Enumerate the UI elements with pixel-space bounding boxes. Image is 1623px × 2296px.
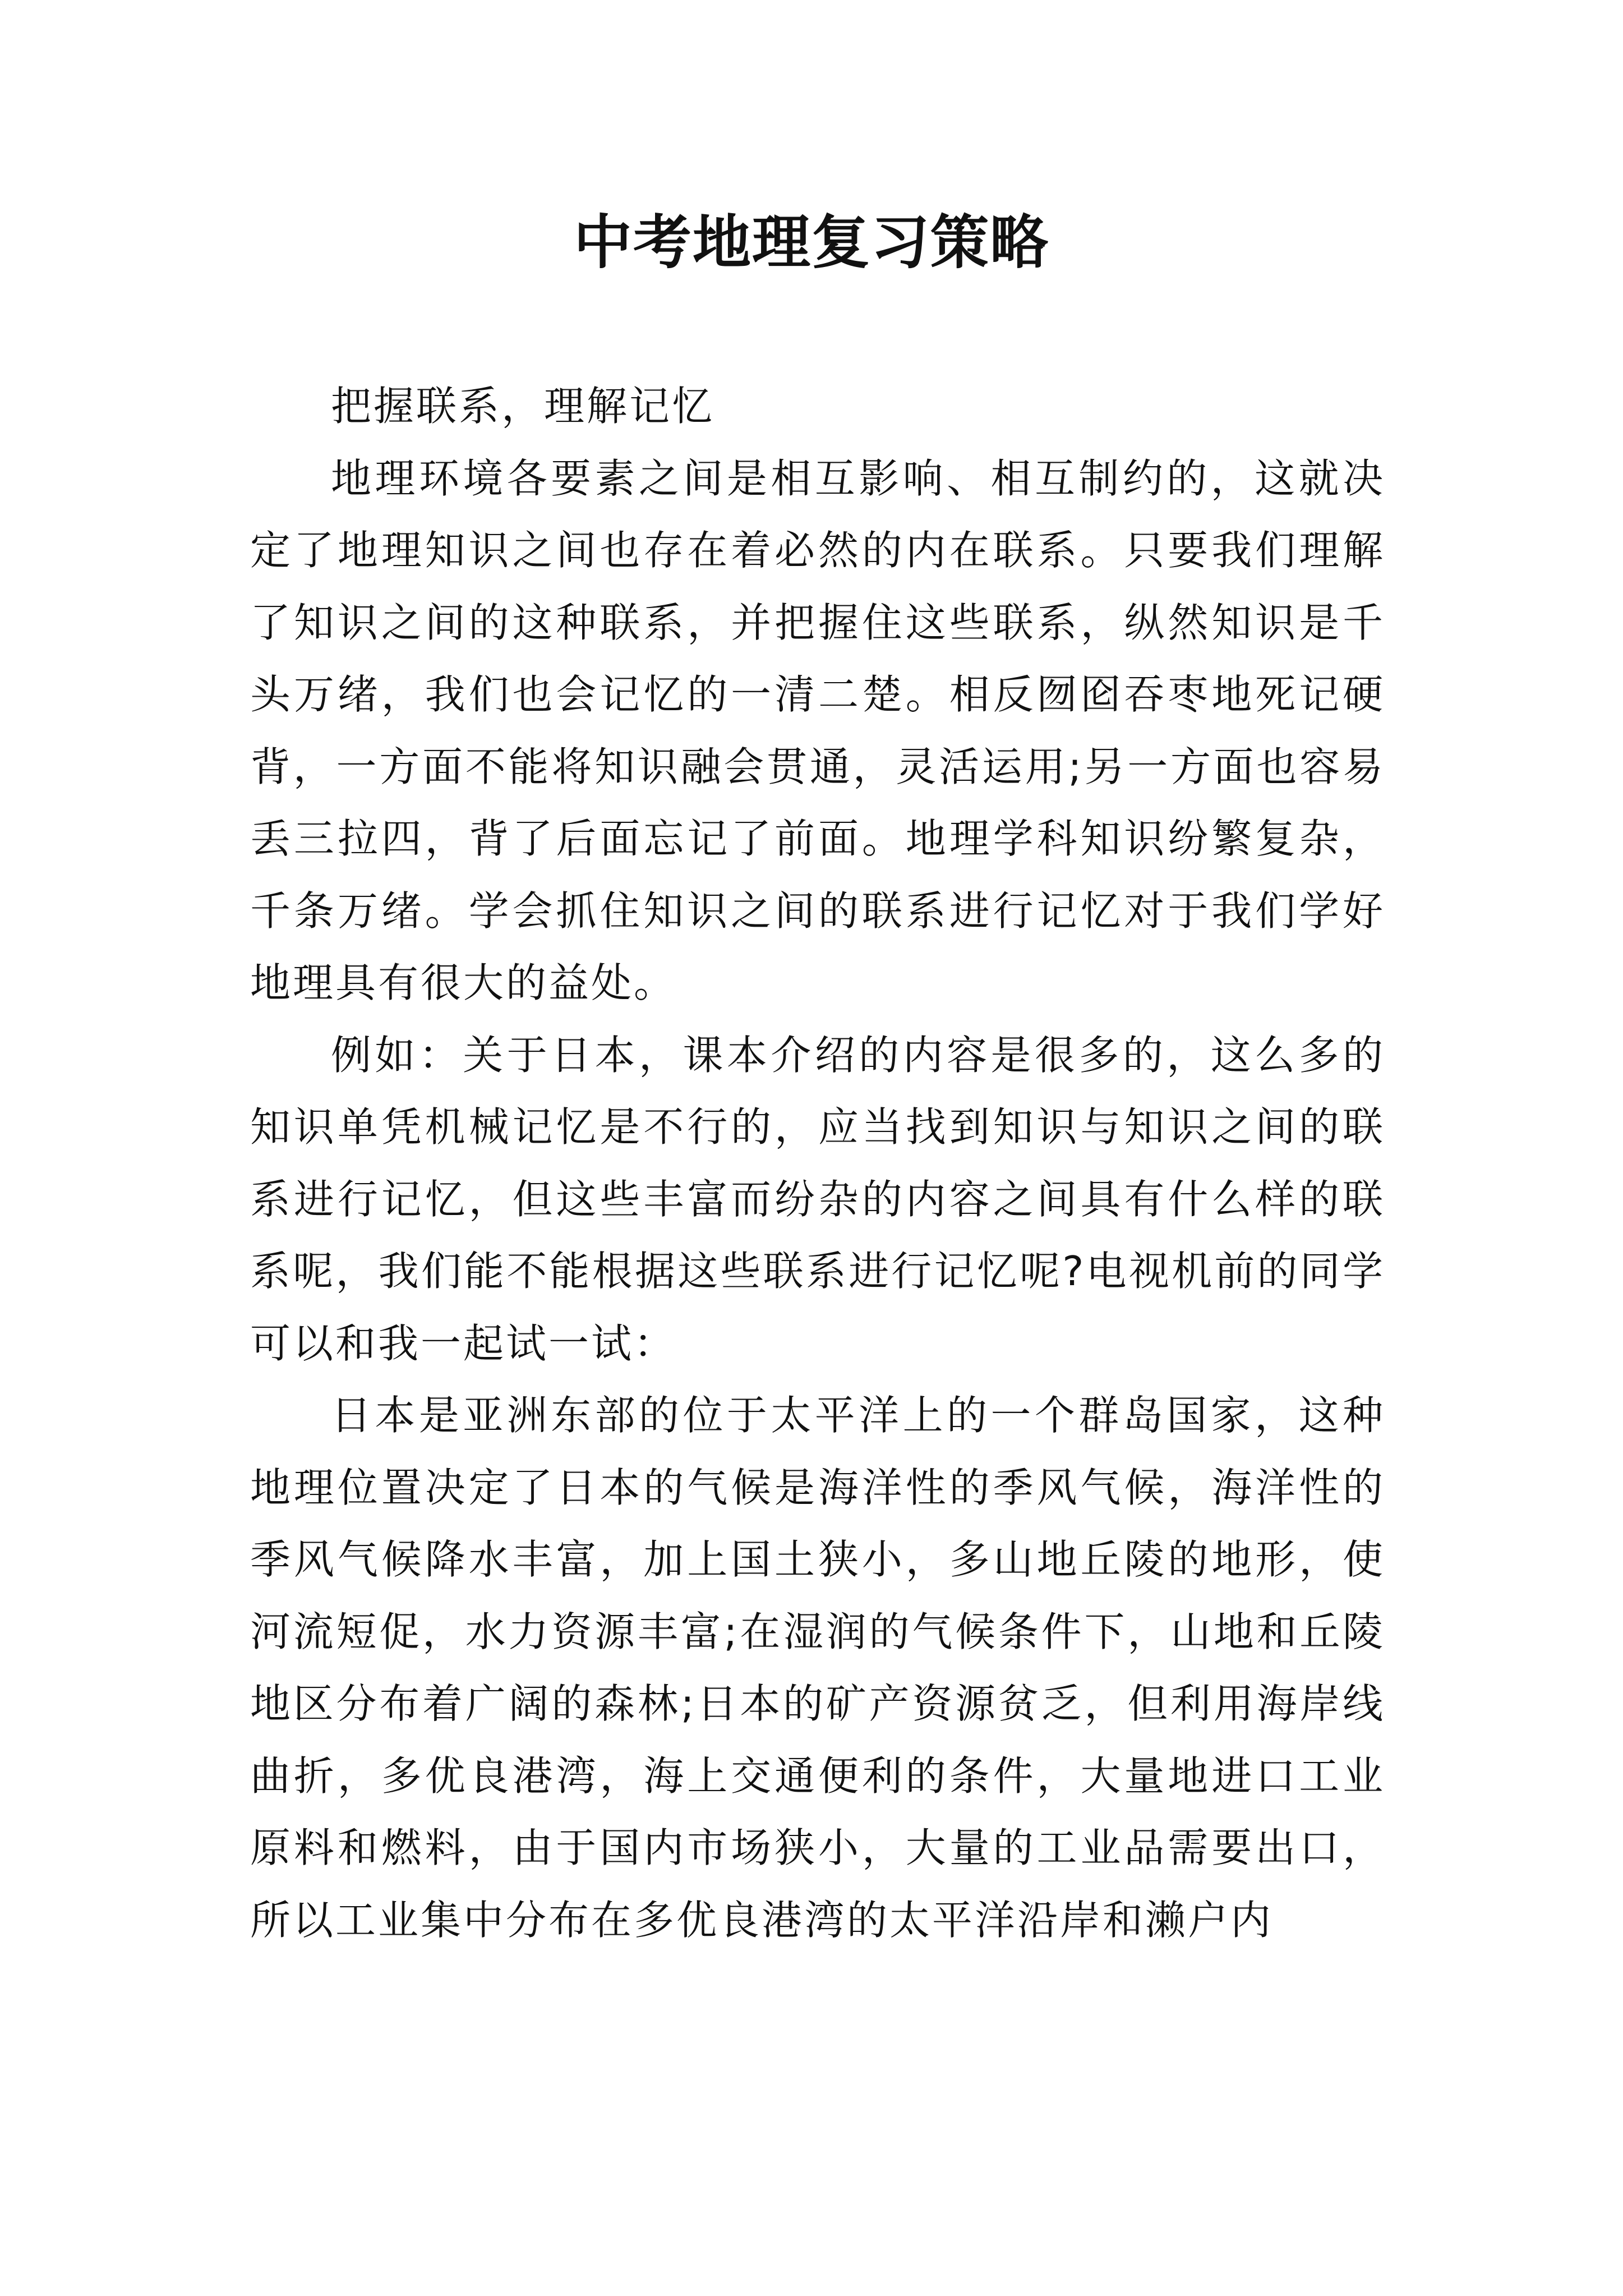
document-body: [250, 370, 1385, 1956]
paragraph: 地理环境各要素之间是相互影响、相互制约的，这就决定了地理知识之间也存在着必然的内在联系。只要我们理解了知识之间的这种联系，并把握住这些联系，纵然知识是千头万绪，我们也会记忆的一清二楚。相反囫囵吞枣地死记硬背，一方面不能将知识融会贯通，灵活运用;另一方面也容易丢三拉四，背了后面忘记了前面。地理学科知识纷繁复杂，千条万绪。学会抓住知识之间的联系进行记忆对于我们学好地理具有很大的益处。: [250, 454, 1385, 1006]
paragraph: 例如：关于日本，课本介绍的内容是很多的，这么多的知识单凭机械记忆是不行的，应当找到知识与知识之间的联系进行记忆，但这些丰富而纷杂的内容之间具有什么样的联系呢，我们能不能根据这些联系进行记忆呢?电视机前的同学可以和我一起试一试：: [250, 1031, 1385, 1367]
paragraph: 日本是亚洲东部的位于太平洋上的一个群岛国家，这种地理位置决定了日本的气候是海洋性的季风气候，海洋性的季风气候降水丰富，加上国土狭小，多山地丘陵的地形，使河流短促，水力资源丰富;在湿润的气候条件下，山地和丘陵地区分布着广阔的森林;日本的矿产资源贫乏，但利用海岸线曲折，多优良港湾，海上交通便利的条件，大量地进口工业原料和燃料，由于国内市场狭小，大量的工业品需要出口，所以工业集中分布在多优良港湾的太平洋沿岸和濑户内: [250, 1392, 1385, 1944]
document-title: 中考地理复习策略: [573, 208, 1049, 277]
section-heading: 把握联系，理解记忆: [331, 383, 715, 430]
